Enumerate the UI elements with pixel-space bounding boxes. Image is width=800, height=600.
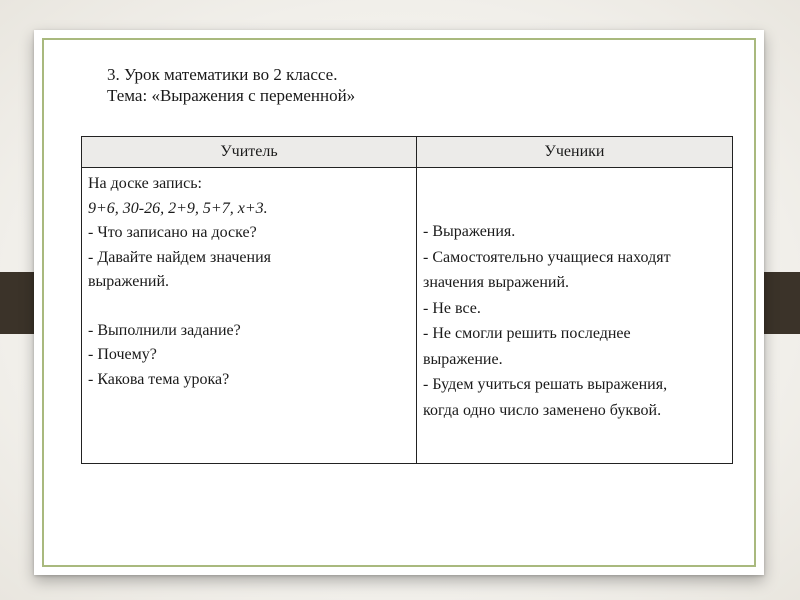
- table-row: [82, 168, 733, 464]
- header-teacher: Учитель: [82, 137, 417, 168]
- teacher-line: - Выполнили задание?: [88, 321, 241, 339]
- slide-heading: [107, 64, 355, 106]
- student-line: - Не все.: [423, 299, 481, 317]
- student-line: значения выражений.: [423, 274, 570, 291]
- student-line: - Не смогли решить последнее: [423, 325, 631, 342]
- student-line: когда одно число заменено буквой.: [423, 401, 662, 419]
- heading-line-1: 3. Урок математики во 2 классе.: [107, 65, 338, 84]
- teacher-line: - Давайте найдем значения: [88, 248, 272, 266]
- teacher-cell: [82, 168, 417, 464]
- lesson-table: [81, 136, 733, 464]
- student-line: - Выражения.: [423, 223, 516, 240]
- teacher-intro: На доске запись:: [88, 175, 202, 192]
- header-students: Ученики: [417, 137, 733, 168]
- spacer: [423, 172, 726, 220]
- board-expression: 9+6, 30-26, 2+9, 5+7, х+3.: [88, 199, 268, 217]
- table-header-row: [82, 137, 733, 168]
- teacher-line: - Какова тема урока?: [88, 370, 230, 388]
- students-cell: [417, 168, 733, 464]
- right-side-tab: [758, 272, 800, 334]
- teacher-line: - Что записано на доске?: [88, 224, 257, 241]
- student-line: - Самостоятельно учащиеся находят: [423, 248, 671, 266]
- teacher-line: выражений.: [88, 273, 170, 290]
- student-line: - Будем учиться решать выражения,: [423, 376, 668, 393]
- teacher-line: - Почему?: [88, 346, 157, 363]
- student-line: выражение.: [423, 350, 503, 368]
- spacer: [88, 295, 410, 319]
- heading-line-2: Тема: «Выражения с переменной»: [107, 86, 356, 105]
